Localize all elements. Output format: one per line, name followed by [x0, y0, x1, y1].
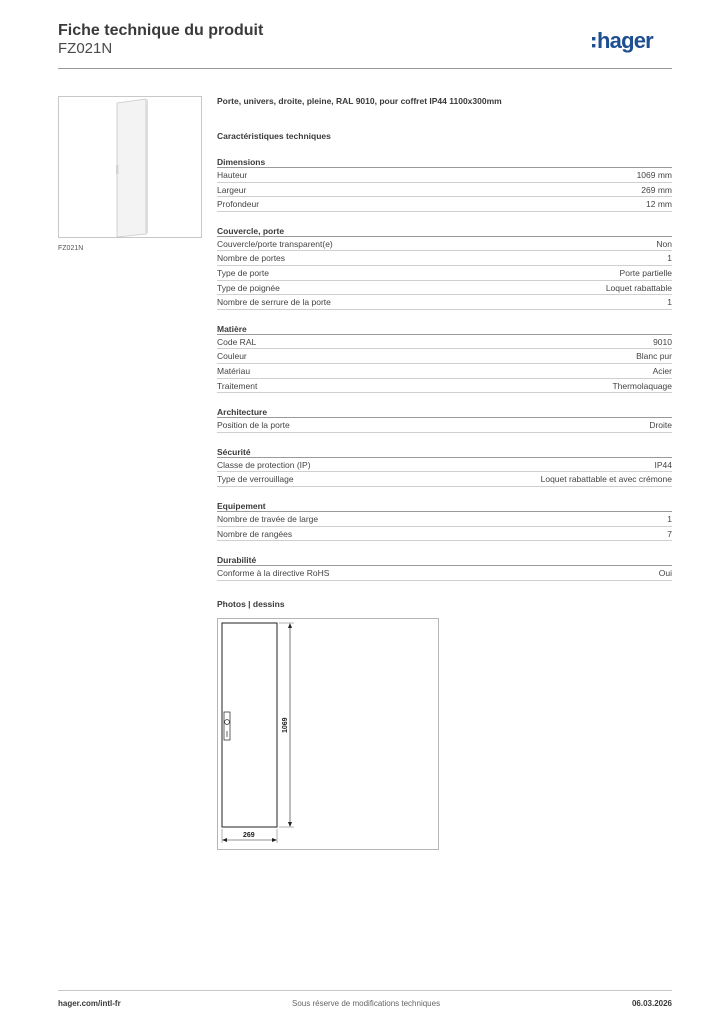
spec-section	[217, 156, 672, 212]
spec-section	[217, 500, 672, 541]
spec-label: Code RAL	[217, 336, 257, 347]
spec-section	[217, 225, 672, 310]
product-reference: FZ021N	[58, 40, 113, 57]
spec-section	[217, 446, 672, 487]
spec-row	[217, 379, 672, 394]
section-title: Sécurité	[217, 446, 672, 458]
spec-value: Non	[656, 238, 672, 249]
footer-date: 06.03.2026	[631, 999, 672, 1008]
spec-label: Traitement	[217, 380, 258, 391]
specs-title: Caractéristiques techniques	[217, 131, 331, 141]
spec-value: Droite	[649, 420, 672, 431]
spec-value: Loquet rabattable	[605, 282, 672, 293]
spec-row	[217, 566, 672, 581]
footer-notice: Sous réserve de modifications techniques	[292, 999, 441, 1008]
spec-row	[217, 458, 672, 473]
spec-label: Largeur	[217, 184, 247, 195]
spec-value: 1	[667, 253, 672, 264]
section-title: Equipement	[217, 500, 672, 512]
spec-label: Type de porte	[217, 267, 269, 278]
spec-label: Couleur	[217, 351, 247, 362]
spec-label: Position de la porte	[217, 420, 290, 431]
spec-value: 9010	[653, 336, 672, 347]
section-title: Dimensions	[217, 156, 672, 168]
page-title: Fiche technique du produit	[58, 22, 264, 39]
spec-value: Porte partielle	[619, 267, 672, 278]
technical-content	[217, 96, 672, 581]
spec-row	[217, 183, 672, 198]
spec-value: 12 mm	[646, 199, 672, 210]
spec-label: Nombre de rangées	[217, 528, 293, 539]
section-title: Couvercle, porte	[217, 225, 672, 237]
hager-logo-icon	[592, 26, 674, 56]
spec-value: 269 mm	[641, 184, 672, 195]
spec-label: Hauteur	[217, 170, 248, 180]
spec-row	[217, 472, 672, 487]
spec-label: Nombre de serrure de la porte	[217, 297, 331, 308]
spec-row	[217, 527, 672, 542]
photo-caption: FZ021N	[58, 245, 84, 252]
dimension-width-label: 269	[243, 832, 255, 839]
spec-row	[217, 364, 672, 379]
footer-divider	[58, 990, 672, 991]
spec-label: Type de poignée	[217, 282, 280, 293]
spec-row	[217, 197, 672, 212]
product-photo	[58, 96, 202, 238]
door-thumbnail-icon	[59, 97, 201, 237]
section-title: Durabilité	[217, 554, 672, 566]
spec-label: Nombre de portes	[217, 253, 286, 264]
spec-value: 7	[667, 528, 672, 539]
spec-row	[217, 295, 672, 310]
spec-label: Conforme à la directive RoHS	[217, 568, 330, 579]
section-title: Matière	[217, 323, 672, 335]
spec-value: 1	[667, 513, 672, 524]
svg-text:hager: hager	[597, 28, 653, 53]
spec-row	[217, 266, 672, 281]
spec-row	[217, 418, 672, 433]
spec-section	[217, 554, 672, 581]
spec-value: 1069 mm	[636, 170, 672, 180]
spec-label: Classe de protection (IP)	[217, 459, 311, 470]
spec-row	[217, 251, 672, 266]
spec-label: Matériau	[217, 365, 251, 376]
spec-row	[217, 168, 672, 183]
spec-row	[217, 281, 672, 296]
photos-title: Photos | dessins	[217, 599, 285, 609]
technical-drawing	[217, 618, 439, 850]
spec-value: Loquet rabattable et avec crémone	[540, 474, 672, 485]
spec-row	[217, 335, 672, 350]
spec-value: Acier	[652, 365, 672, 376]
spec-row	[217, 237, 672, 252]
header-divider	[58, 68, 672, 69]
spec-label: Nombre de travée de large	[217, 513, 319, 524]
spec-value: Oui	[658, 568, 672, 579]
spec-row	[217, 512, 672, 527]
spec-label: Couvercle/porte transparent(e)	[217, 238, 333, 249]
spec-label: Profondeur	[217, 199, 260, 210]
spec-section	[217, 406, 672, 433]
dimension-height-label: 1069	[282, 717, 289, 733]
spec-value: IP44	[654, 459, 672, 470]
spec-value: Thermolaquage	[612, 380, 672, 391]
product-description: Porte, univers, droite, pleine, RAL 9010, pour coffret IP44 1100x300mm	[217, 96, 502, 106]
spec-sections	[217, 156, 672, 581]
door-drawing-icon	[218, 619, 438, 849]
spec-value: 1	[667, 297, 672, 308]
footer-website-link[interactable]: hager.com/intl-fr	[58, 999, 121, 1008]
section-title: Architecture	[217, 406, 672, 418]
spec-label: Type de verrouillage	[217, 474, 294, 485]
spec-section	[217, 323, 672, 393]
spec-value: Blanc pur	[636, 351, 672, 362]
spec-row	[217, 349, 672, 364]
